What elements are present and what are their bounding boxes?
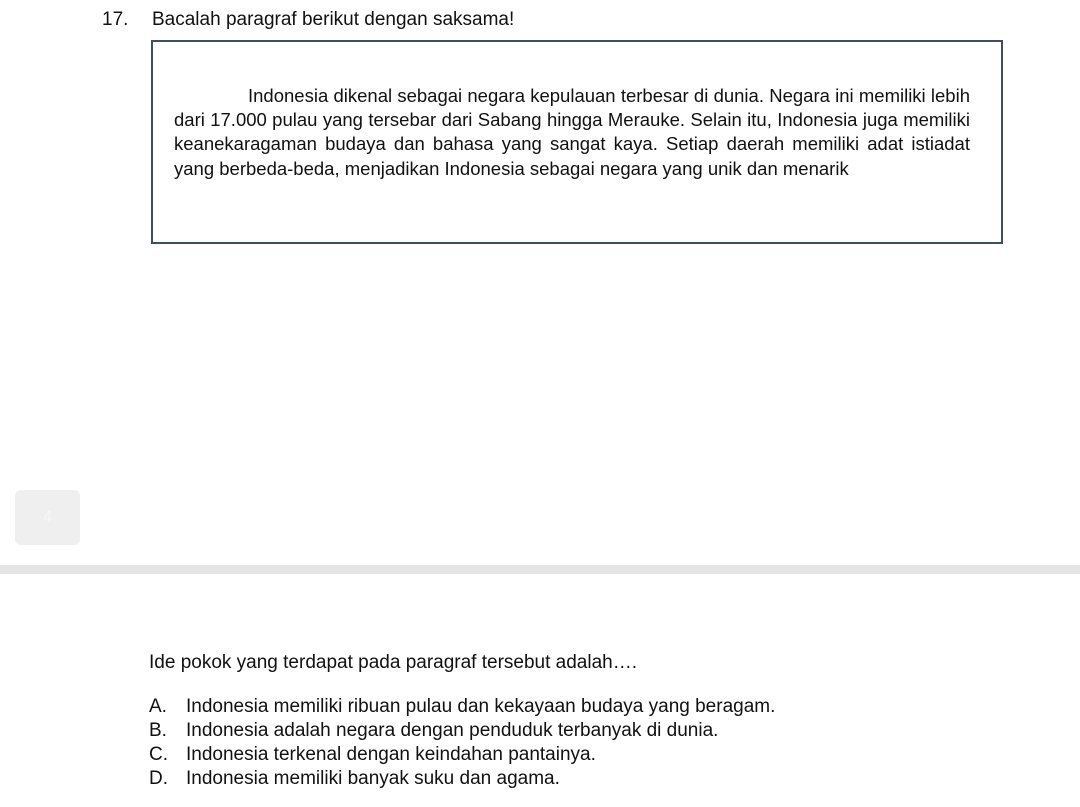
option-b[interactable]: [149, 719, 775, 743]
answer-options: [149, 695, 775, 791]
page-divider: [0, 565, 1080, 574]
page-number-badge: 4: [15, 490, 80, 545]
option-letter: B.: [149, 720, 167, 741]
option-c[interactable]: [149, 743, 775, 767]
question-number: 17.: [102, 9, 129, 30]
option-letter: D.: [149, 768, 168, 789]
option-letter: C.: [149, 744, 168, 765]
passage-box: [151, 40, 1003, 244]
option-text: Indonesia memiliki ribuan pulau dan kekayaan budaya yang beragam.: [186, 696, 776, 717]
option-a[interactable]: [149, 695, 775, 719]
question-stem: Ide pokok yang terdapat pada paragraf tersebut adalah….: [149, 652, 638, 673]
option-letter: A.: [149, 696, 167, 717]
question-header: [102, 8, 514, 32]
question-instruction: Bacalah paragraf berikut dengan saksama!: [152, 9, 515, 30]
option-d[interactable]: [149, 767, 775, 791]
option-text: Indonesia adalah negara dengan penduduk terbanyak di dunia.: [186, 720, 719, 741]
option-text: Indonesia terkenal dengan keindahan pantainya.: [186, 744, 596, 765]
passage-text: Indonesia dikenal sebagai negara kepulauan terbesar di dunia. Negara ini memiliki lebih dari 17.000 pulau yang tersebar dari Sabang hingga Merauke. Selain itu, Indonesia juga memiliki keanekaragaman budaya dan bahasa yang sangat kaya. Setiap daerah memiliki adat istiadat yang berbeda-beda, menjadikan Indonesia sebagai negara yang unik dan menarik: [174, 85, 970, 179]
option-text: Indonesia memiliki banyak suku dan agama.: [186, 768, 560, 789]
